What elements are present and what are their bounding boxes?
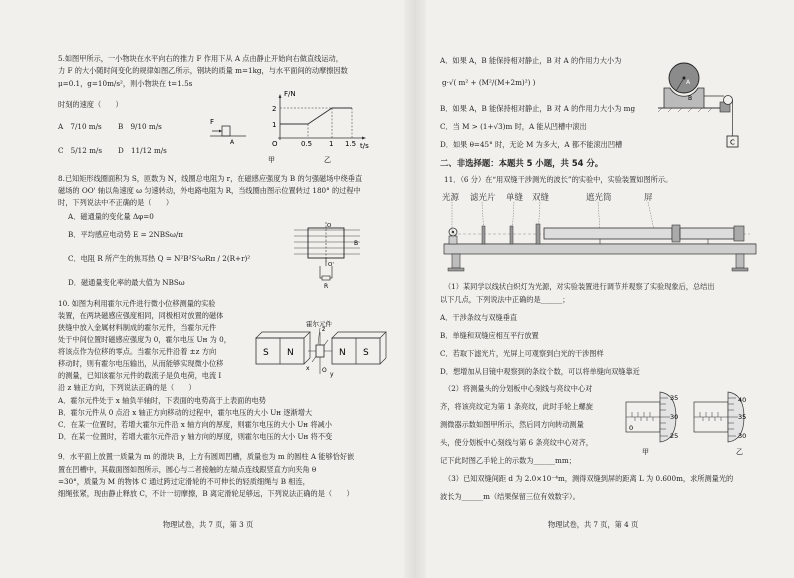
q11-label-single-slit: 单缝 <box>506 193 524 203</box>
q5-option-d: D 11/12 m/s <box>118 146 167 155</box>
q10-line2: 装置，在两块磁感应强度相同，同极相对放置的磁体 <box>58 311 224 320</box>
page-gutter <box>404 0 426 578</box>
q11-part2-line5: 记下此时图乙手轮上的示数为______mm； <box>440 456 576 465</box>
q10-option-d: D．在某一位置时，若增大霍尔元件沿 y 轴方向的厚度，则霍尔电压的大小 Uн 将不变 <box>58 432 333 441</box>
q11-part2-line3: 测微器示数如图甲所示，然后同方向转动测量 <box>440 420 584 429</box>
q9-option-b: B．如果 A，B 能保持相对静止，B 对 A 的作用力大小为 mg <box>440 104 636 113</box>
q10-line3: 狭缝中放入金属材料制成的霍尔元件，当霍尔元件 <box>58 323 217 332</box>
q8-line3: 时，下列说法中不正确的是（ ） <box>58 198 174 207</box>
q8-fig-o2: O' <box>328 262 334 268</box>
mic-a-0: 0 <box>629 424 634 432</box>
q9-option-a: A．如果 A，B 能保持相对静止，B 对 A 的作用力大小为 <box>440 56 622 65</box>
q5-fig-f: F <box>210 118 215 126</box>
q10-fig-n2: N <box>339 348 346 358</box>
q5-fig-axis-f: F/N <box>284 90 296 98</box>
q9-line1: 9．水平面上放置一质量为 m 的滑块 B，上方有圆周凹槽，质量也为 m 的圆柱 A 能够恰好嵌 <box>58 452 355 461</box>
q8-fig-r: R <box>324 283 329 290</box>
q5-fig-y2: 2 <box>272 105 277 113</box>
q8-fig-o: O <box>327 223 332 229</box>
q11-label-screen: 屏 <box>644 193 653 203</box>
q9-line2: 置在凹槽中，其截面图如图所示，圆心与二者接触的左端点连线跟竖直方向夹角 θ <box>58 465 317 474</box>
q5-fig-x2: 1 <box>329 140 334 148</box>
q11-option-d: D．想增加从目镜中观察到的条纹个数，可以将单缝向双缝靠近 <box>440 367 640 376</box>
q11-option-c: C．若取下滤光片，光屏上可观察到白光的干涉图样 <box>440 349 604 358</box>
q10-fig-label: 霍尔元件 <box>306 320 332 328</box>
q10-line6: 移动时，则有霍尔电压输出，从而能够实现微小位移 <box>58 359 224 368</box>
q5-figure <box>208 88 378 166</box>
q10-fig-x: x <box>306 365 310 372</box>
q9-line3: =30°，质量为 M 的物体 C 通过跨过定滑轮的不可伸长的轻质细绳与 B 相连， <box>58 477 310 486</box>
q5-fig-jia: 甲 <box>268 156 275 164</box>
mic-b-30: 30 <box>738 432 747 440</box>
q9-option-c: C．当 M > (1+√3)m 时，A 能从凹槽中滚出 <box>440 122 587 131</box>
q10-line7: 的测量，已知该霍尔元件的载流子是负电荷，电流 I <box>58 371 222 380</box>
q8-figure <box>286 222 366 290</box>
q10-line5: 将该点作为位移的零点。当霍尔元件沿着 ±z 方向 <box>58 347 217 356</box>
q8-option-b: B．平均感应电动势 E = 2NBSω/π <box>68 230 183 239</box>
q11-label-double-slit: 双缝 <box>532 193 550 203</box>
q8-fig-b: B <box>354 240 359 247</box>
q10-figure <box>248 318 388 394</box>
q11-label-filter: 滤光片 <box>470 193 496 203</box>
q11-part3-line1: （3）已知双缝间距 d 为 2.0×10⁻⁴m，测得双缝到屏的距离 L 为 0.600m，求所测量光的 <box>444 474 734 483</box>
mic-yi: 乙 <box>736 448 743 456</box>
mic-a-25: 25 <box>670 432 679 440</box>
q5-option-a: A 7/10 m/s <box>58 122 102 131</box>
q5-fig-a: A <box>230 139 235 146</box>
q11-apparatus-figure <box>440 188 758 278</box>
q5-fig-y1: 1 <box>272 121 277 129</box>
q5-fig-x1: 0.5 <box>301 140 313 148</box>
q10-fig-o: O <box>322 367 327 374</box>
q11-label-light-source: 光源 <box>442 193 460 203</box>
q5-fig-t: t/s <box>360 142 369 150</box>
q5-line2: 力 F 的大小随时间变化的规律如图乙所示，钢块的质量 m=1kg，与水平面间的动摩擦因数 <box>58 66 348 75</box>
q5-fig-origin: O <box>272 140 278 148</box>
q11-option-a: A．干涉条纹与双缝垂直 <box>440 313 518 322</box>
q8-option-d: D．磁通量变化率的最大值为 NBSω <box>68 278 185 287</box>
q9-fig-a: A <box>686 79 691 86</box>
q8-option-c: C．电阻 R 所产生的焦耳热 Q = N²B²S²ωRπ / 2(R+r)² <box>68 254 251 263</box>
mic-jia: 甲 <box>642 448 649 456</box>
q5-option-c: C 5/12 m/s <box>58 146 103 155</box>
q11-part1-line2: 以下几点，下列说法中正确的是______； <box>440 295 570 304</box>
q10-line1: 10. 如图为利用霍尔元件进行微小位移测量的实验 <box>58 299 216 308</box>
mic-a-30: 30 <box>670 413 679 421</box>
right-page-footer: 物理试卷，共 7 页，第 4 页 <box>548 520 639 529</box>
q5-fig-x3: 1.5 <box>345 140 357 148</box>
q11-part1-line1: （1）某同学以线状白炽灯为光源，对实验装置进行调节并观察了实验现象后，总结出 <box>444 282 715 291</box>
left-page <box>58 0 388 578</box>
q5-line3: μ=0.1，g=10m/s²，则小物块在 t=1.5s <box>58 79 193 88</box>
q10-fig-n: N <box>287 348 294 358</box>
q11-intro: 11．（6 分）在“用双缝干涉测光的波长”的实验中，实验装置如图所示。 <box>444 175 673 184</box>
section-2-title: 二、非选择题：本题共 5 小题，共 54 分。 <box>440 158 604 168</box>
mic-a-35: 35 <box>670 394 679 402</box>
q9-option-a-formula: g·√( m² + (M²/(M+2m)²) ) <box>442 78 536 87</box>
q5-line4: 时刻的速度（ ） <box>58 100 123 109</box>
q8-option-a: A．磁通量的变化量 Δφ=0 <box>68 212 154 221</box>
q9-option-d: D．如果 θ=45° 时，无论 M 为多大，A 都不能滚出凹槽 <box>440 140 623 149</box>
q11-part2-line2: 齐，将该亮纹定为第 1 条亮纹，此时手轮上螺旋 <box>440 402 593 411</box>
q10-option-c: C．在某一位置时，若增大霍尔元件沿 x 轴方向的厚度，则霍尔电压的大小 Uн 将减小 <box>58 420 332 429</box>
q10-fig-s: S <box>263 348 269 358</box>
right-page <box>440 0 760 578</box>
mic-b-40: 40 <box>738 396 747 404</box>
q9-line4: 细绳张紧，现由静止释放 C，不计一切摩擦，B 离定滑轮足够远，下列说法正确的是（ ） <box>58 489 354 498</box>
q9-fig-b: B <box>688 95 693 102</box>
q8-line1: 8.已知矩形线圈面积为 S，匝数为 N，线圈总电阻为 r，在磁感应强度为 B 的匀强磁场中绕垂直 <box>58 174 363 183</box>
q10-line8: 沿 z 轴正方向，下列说法正确的是（ ） <box>58 383 196 392</box>
mic-b-35: 35 <box>738 413 747 421</box>
q11-label-tube: 遮光筒 <box>586 193 612 203</box>
q11-micrometer-figure <box>624 388 754 460</box>
q9-figure <box>658 54 756 152</box>
q5-option-b: B 9/10 m/s <box>118 122 162 131</box>
q11-part2-line4: 头，使分划板中心刻线与第 6 条亮纹中心对齐， <box>440 438 593 447</box>
q10-option-b: B．霍尔元件从 0 点沿 x 轴正方向移动的过程中，霍尔电压的大小 Uн 逐渐增大 <box>58 408 313 417</box>
q10-fig-y: y <box>330 371 334 378</box>
q10-line4: 处于中间位置时磁感应强度为 0，霍尔电压 Uн 为 0， <box>58 335 231 344</box>
q9-fig-c: C <box>730 138 735 147</box>
q11-option-b: B．单缝和双缝应相互平行放置 <box>440 331 539 340</box>
q10-fig-s2: S <box>363 348 369 358</box>
q5-line1: 5.如图甲所示，一小物块在水平向右的推力 F 作用下从 A 点由静止开始向右做直线运动， <box>58 54 343 63</box>
q10-option-a: A．霍尔元件处于 x 轴负半轴时，下表面的电势高于上表面的电势 <box>58 396 266 405</box>
q5-fig-yi: 乙 <box>324 156 331 164</box>
q11-part2-line1: （2）将测量头的分划板中心刻线与亮纹中心对 <box>444 384 593 393</box>
q8-line2: 磁场的 OO' 轴以角速度 ω 匀速转动，外电路电阻为 R，当线圈由图示位置转过 180° 的过程中 <box>58 186 361 195</box>
q11-part3-line2: 波长为______m（结果保留三位有效数字）。 <box>440 492 580 501</box>
q10-fig-z: z <box>322 326 326 333</box>
left-page-footer: 物理试卷，共 7 页，第 3 页 <box>163 520 254 529</box>
